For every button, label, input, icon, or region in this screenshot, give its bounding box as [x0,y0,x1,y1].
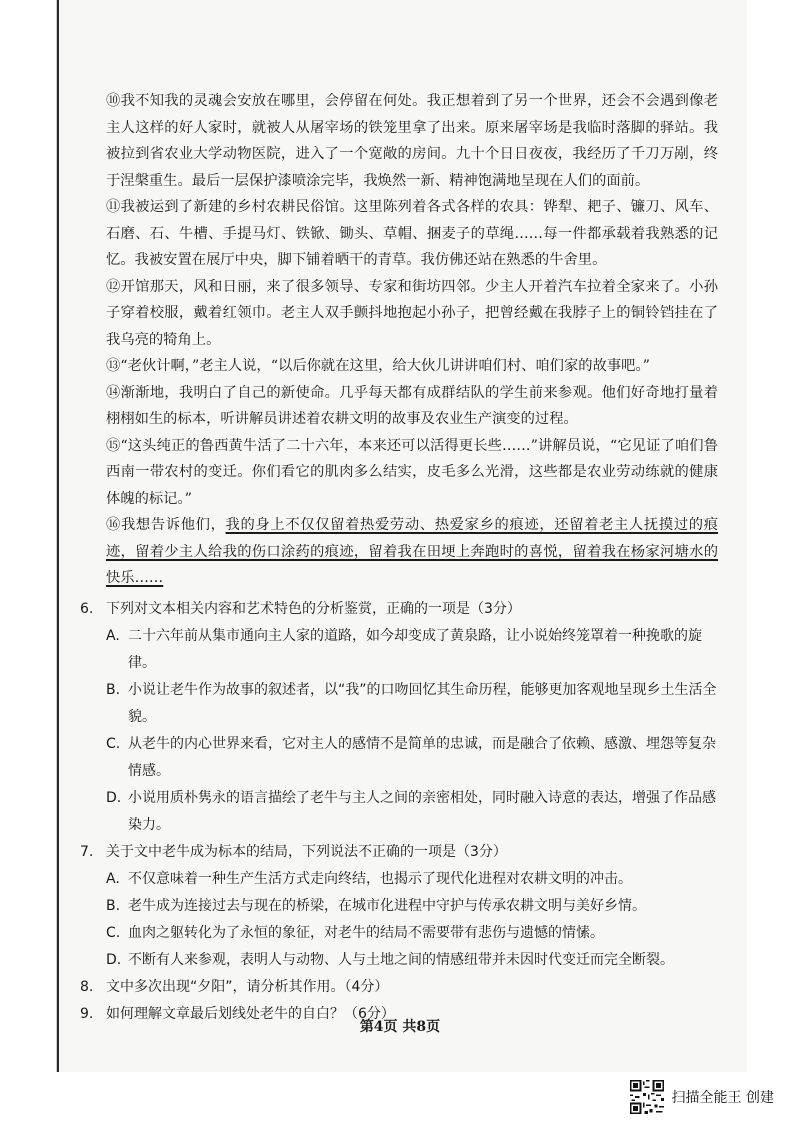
question-number: 7. [80,843,94,860]
qr-code-icon [630,1080,664,1114]
option-letter: A. [106,627,120,644]
question-number: 6. [80,600,94,617]
option-text: 老牛成为连接过去与现在的桥梁，在城市化进程中守护与传承农耕文明与美好乡情。 [128,897,646,914]
underlined-monologue: 我的身上不仅仅留着热爱劳动、热爱家乡的痕迹，还留着老主人抚摸过的痕迹，留着少主人给我的伤口涂药的痕迹，留着我在田埂上奔跑时的喜悦，留着我在杨家河塘水的快乐…… [106,517,719,586]
passage-paragraph-14: ⑭渐渐地，我明白了自己的新使命。几乎每天都有成群结队的学生前来参观。他们好奇地打量着栩栩如生的标本，听讲解员讲述着农耕文明的故事及农业生产演变的过程。 [106,384,718,427]
option-letter: A. [106,870,120,887]
page-number: 第4页 共8页 [359,1019,441,1035]
option-letter: C. [106,924,121,941]
question-stem: 关于文中老牛成为标本的结局，下列说法不正确的一项是（3分） [106,843,507,860]
passage-paragraph-10: ⑩我不知我的灵魂会安放在哪里，会停留在何处。我正想着到了另一个世界，还会不会遇到像老主人这样的好人家时，就被人从屠宰场的铁笼里拿了出来。原来屠宰场是我临时落脚的驿站。我被拉到省农业大学动物医院，进入了一个宽敞的房间。九十个日日夜夜，我经历了千刀万剐，终于涅槃重生。最后一层保护漆喷涂完毕，我焕然一新、精神饱满地呈现在人们的面前。 [106,93,718,189]
option-7c [106,920,718,947]
passage-paragraph-13: ⑬“老伙计啊，”老主人说，“以后你就在这里，给大伙儿讲讲咱们村、咱们家的故事吧。” [106,358,650,374]
option-7b [106,893,718,920]
question-number: 9. [80,1005,94,1022]
option-text: 不断有人来参观，表明人与动物、人与土地之间的情感纽带并未因时代变迁而完全断裂。 [128,951,674,968]
watermark-text: 扫描全能王 创建 [671,1090,774,1106]
paragraph-16-intro: ⑯我想告诉他们， [106,517,226,533]
option-letter: B. [106,897,121,914]
option-6d [106,785,718,839]
option-letter: C. [106,735,121,752]
document-content [80,88,719,1028]
option-letter: D. [106,789,122,806]
passage-paragraph-16 [106,512,718,592]
question-stem: 下列对文本相关内容和艺术特色的分析鉴赏，正确的一项是（3分） [106,600,521,617]
option-6a [106,623,718,677]
option-text: 小说用质朴隽永的语言描绘了老牛与主人之间的亲密相处，同时融入诗意的表达，增强了作品感染力。 [128,789,716,833]
question-7 [80,839,718,866]
option-7a [106,866,718,893]
option-text: 从老牛的内心世界来看，它对主人的感情不是简单的忠诚，而是融合了依赖、感激、埋怨等复杂情感。 [128,735,716,779]
scanner-watermark [630,1080,774,1114]
question-6 [80,596,718,623]
question-number: 8. [80,978,94,995]
option-7d [106,947,718,974]
option-text: 不仅意味着一种生产生活方式走向终结，也揭示了现代化进程对农耕文明的冲击。 [128,870,632,887]
question-8 [80,974,718,1001]
option-text: 小说让老牛作为故事的叙述者，以“我”的口吻回忆其生命历程，能够更加客观地呈现乡土生活全貌。 [128,681,717,725]
question-stem: 文中多次出现“夕阳”，请分析其作用。（4分） [106,978,389,995]
question-stem: 如何理解文章最后划线处老牛的自白？（6分） [106,1005,395,1022]
passage-paragraph-11: ⑪我被运到了新建的乡村农耕民俗馆。这里陈列着各式各样的农具：铧犁、耙子、镰刀、风车、石磨、石、牛槽、手提马灯、铁锨、锄头、草帽、捆麦子的草绳……每一件都承载着我熟悉的记忆。我被安置在展厅中央，脚下铺着晒干的青草。我仿佛还站在熟悉的牛舍里。 [106,199,718,268]
option-6c [106,731,718,785]
option-letter: B. [106,681,121,698]
passage-paragraph-12: ⑫开馆那天，风和日丽，来了很多领导、专家和街坊四邻。少主人开着汽车拉着全家来了。小孙子穿着校服，戴着红领巾。老主人双手颤抖地抱起小孙子，把曾经戴在我脖子上的铜铃铛挂在了我乌亮的犄角上。 [106,278,718,348]
option-letter: D. [106,951,122,968]
passage-paragraph-15: ⑮“这头纯正的鲁西黄牛活了二十六年，本来还可以活得更长些……”讲解员说，“它见证了咱们鲁西南一带农村的变迁。你们看它的肌肉多么结实，皮毛多么光滑，这些都是农业劳动练就的健康体魄的标记。” [106,437,718,507]
option-text: 二十六年前从集市通向主人家的道路，如今却变成了黄泉路，让小说始终笼罩着一种挽歌的旋律。 [128,627,702,671]
option-6b [106,677,718,731]
option-text: 血肉之躯转化为了永恒的象征，对老牛的结局不需要带有悲伤与遗憾的情愫。 [128,924,604,941]
